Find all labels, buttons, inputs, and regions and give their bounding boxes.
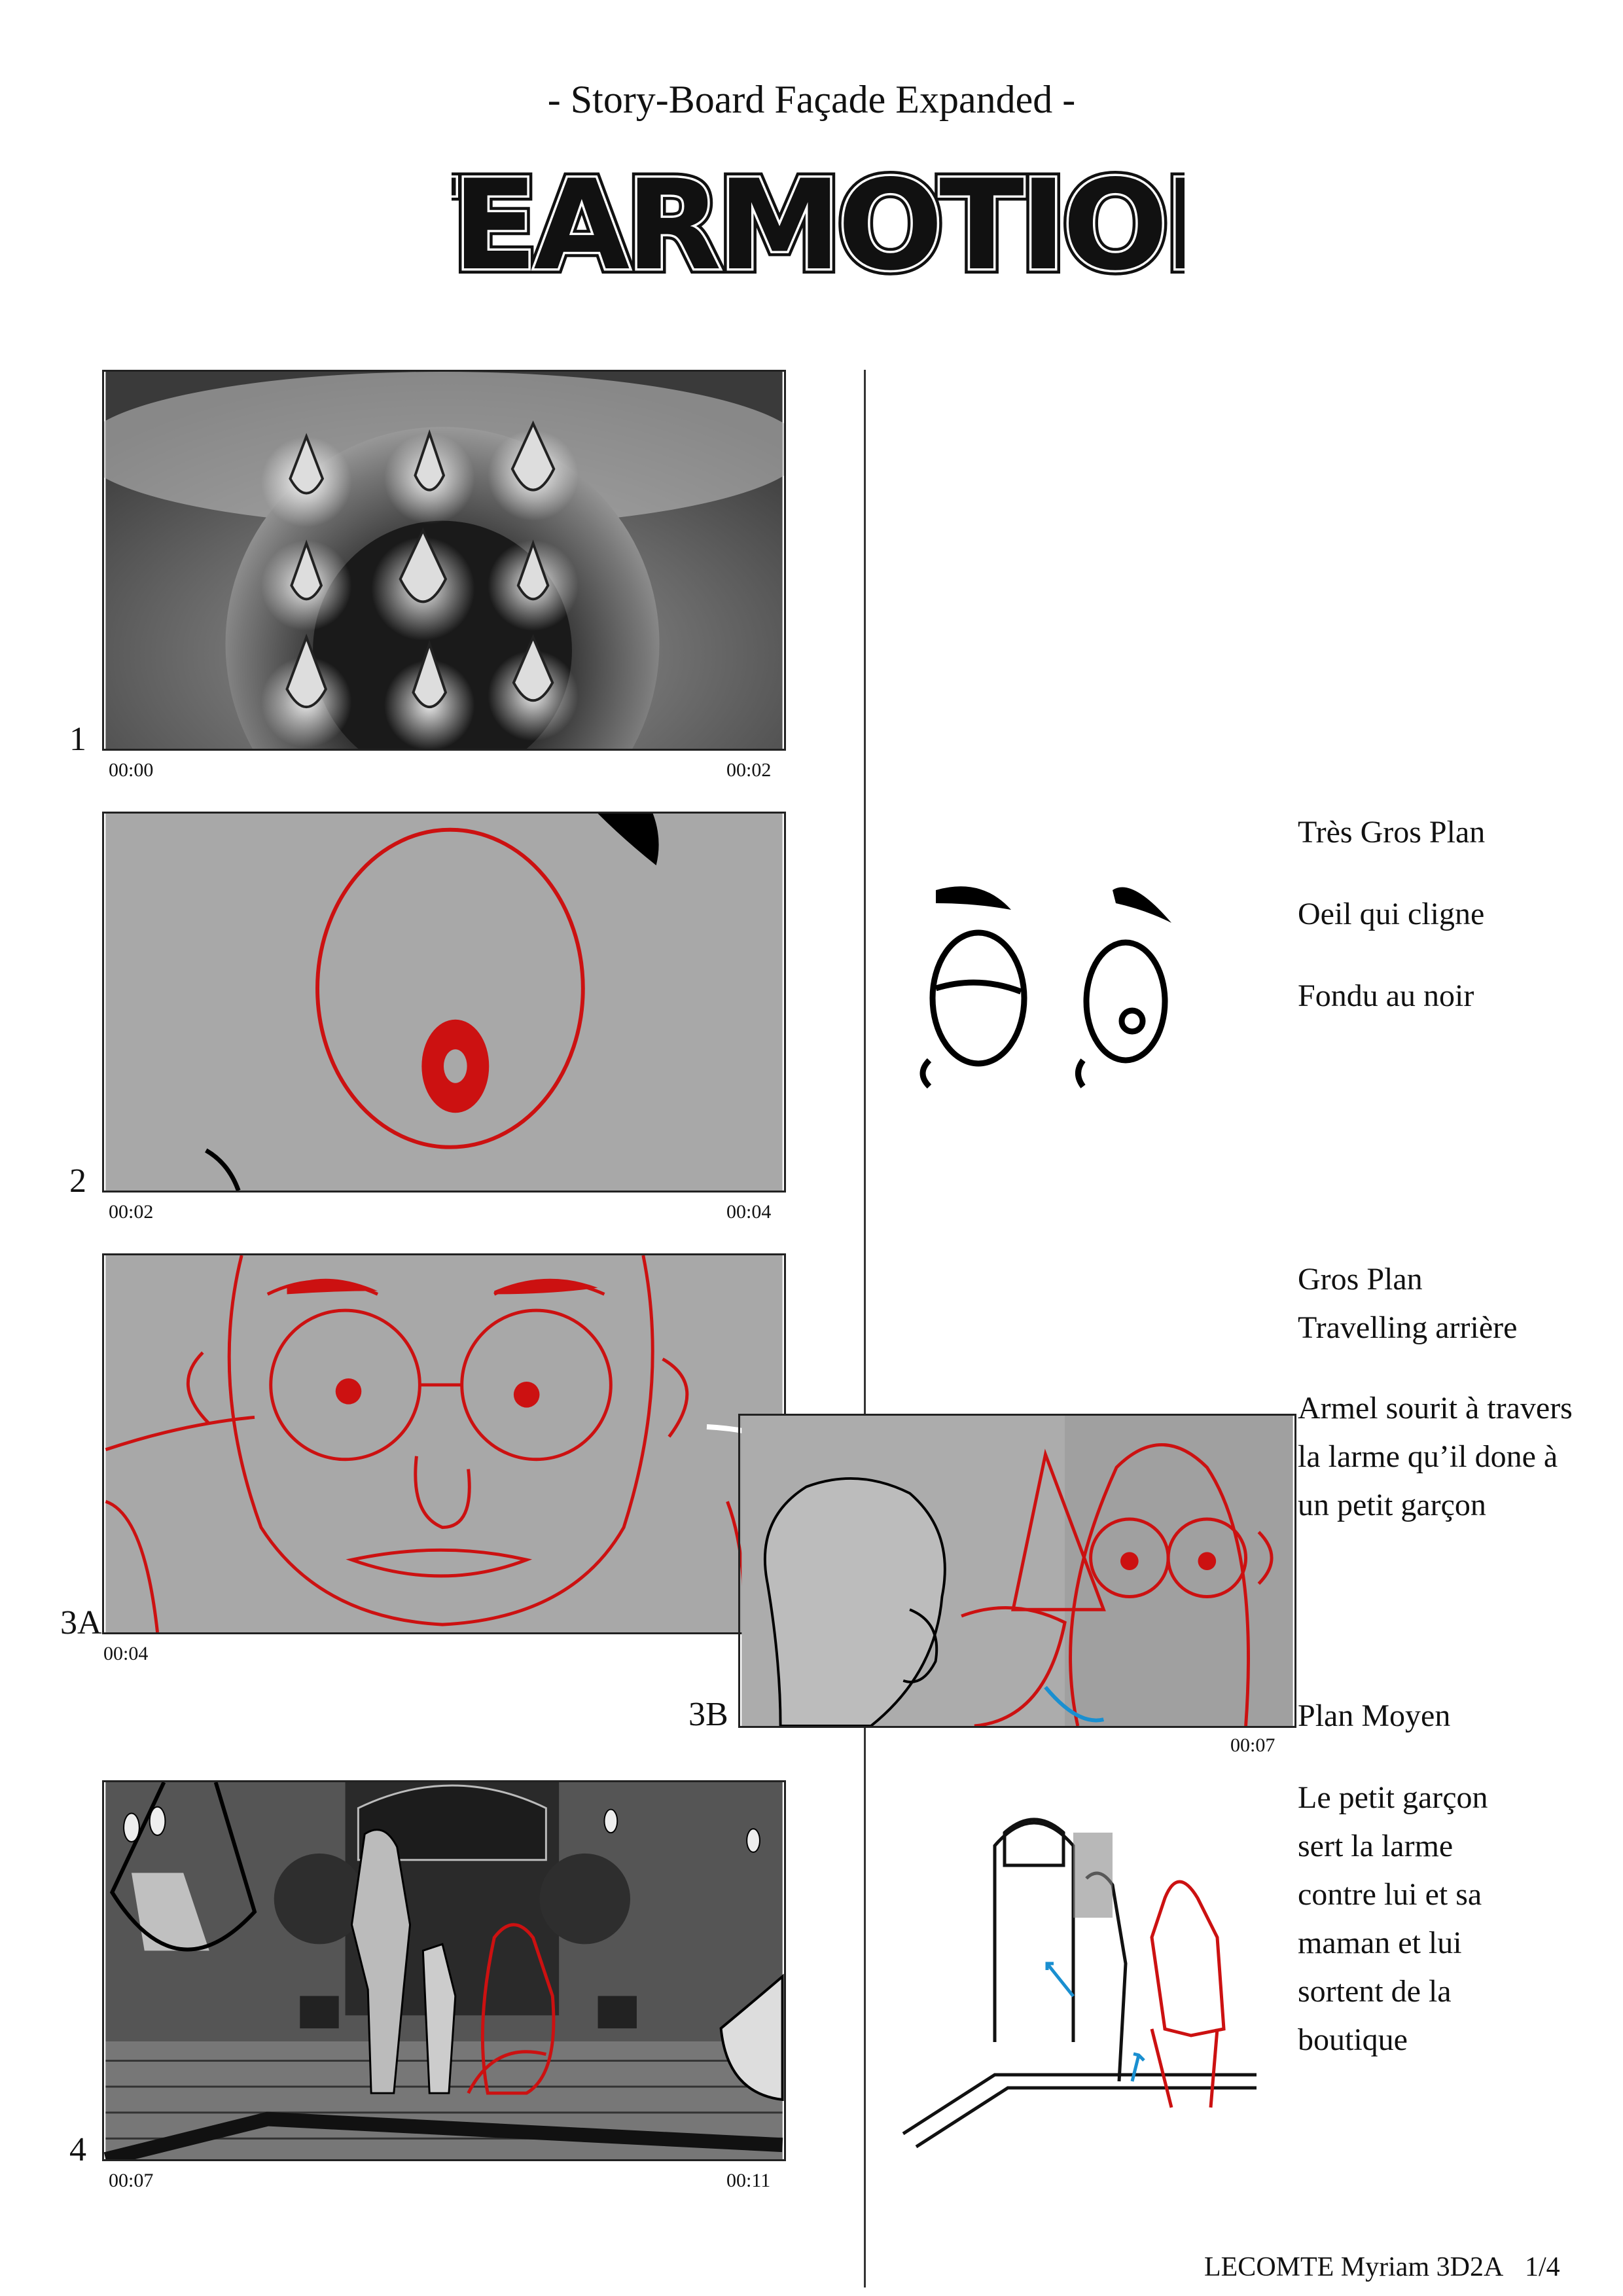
panel-4: [102, 1780, 786, 2161]
panel-1-number: 1: [69, 721, 86, 758]
blinking-eyes-sketch: [910, 877, 1185, 1093]
storyboard-subtitle: - Story-Board Façade Expanded -: [547, 78, 1076, 121]
title-logo-outline: EARMOTIO: [452, 154, 1165, 298]
panel-4-number: 4: [69, 2131, 86, 2168]
author-credit: LECOMTE Myriam 3D2A: [1204, 2252, 1504, 2282]
panel-1: [102, 370, 786, 751]
shot3-note-2: Armel sourit à travers la larme qu’il done à un petit garçon: [1298, 1391, 1573, 1522]
panel-3a-face-sketch: [104, 1255, 784, 1632]
panel-1-end-time: 00:02: [726, 759, 772, 781]
page-number: 1/4: [1525, 2252, 1560, 2282]
shot3-note-1: Gros Plan Travelling arrière: [1298, 1262, 1518, 1345]
shot4-door-sketch: [890, 1793, 1257, 2160]
panel-3b-number: 3B: [688, 1696, 728, 1733]
title-logo-gap: EARMOTIO: [452, 154, 1165, 298]
panel-2-end-time: 00:04: [726, 1201, 772, 1223]
panel-3b-end-time: 00:07: [1230, 1734, 1275, 1756]
shot4-note-2: Le petit garçon sert la larme contre lui et sa maman et lui sortent de la boutique: [1298, 1780, 1488, 2057]
title-logo: [452, 154, 1185, 298]
panel-3b: [738, 1414, 1296, 1728]
panel-2-number: 2: [69, 1162, 86, 1200]
shot2-note-1: Très Gros Plan: [1298, 815, 1486, 850]
title-logo-fill: EARMOTIO: [452, 154, 1165, 298]
panel-1-start-time: 00:00: [109, 759, 154, 781]
panel-4-shop-scene: [104, 1782, 784, 2159]
panel-2-start-time: 00:02: [109, 1201, 154, 1223]
panel-3b-child-and-man-sketch: [740, 1416, 1294, 1726]
panel-4-start-time: 00:07: [109, 2170, 154, 2191]
panel-3a: [102, 1253, 786, 1634]
shot2-note-2: Oeil qui cligne: [1298, 897, 1485, 931]
panel-2-eye-sketch: [104, 814, 784, 1191]
panel-2: [102, 812, 786, 1193]
shot2-note-3: Fondu au noir: [1298, 978, 1474, 1013]
column-divider: [864, 370, 866, 2287]
panel-1-eye-drawing: [104, 372, 784, 749]
panel-4-end-time: 00:11: [726, 2170, 771, 2191]
panel-3a-number: 3A: [60, 1604, 102, 1641]
shot4-note-1: Plan Moyen: [1298, 1698, 1451, 1733]
panel-3a-start-time: 00:04: [103, 1643, 149, 1664]
